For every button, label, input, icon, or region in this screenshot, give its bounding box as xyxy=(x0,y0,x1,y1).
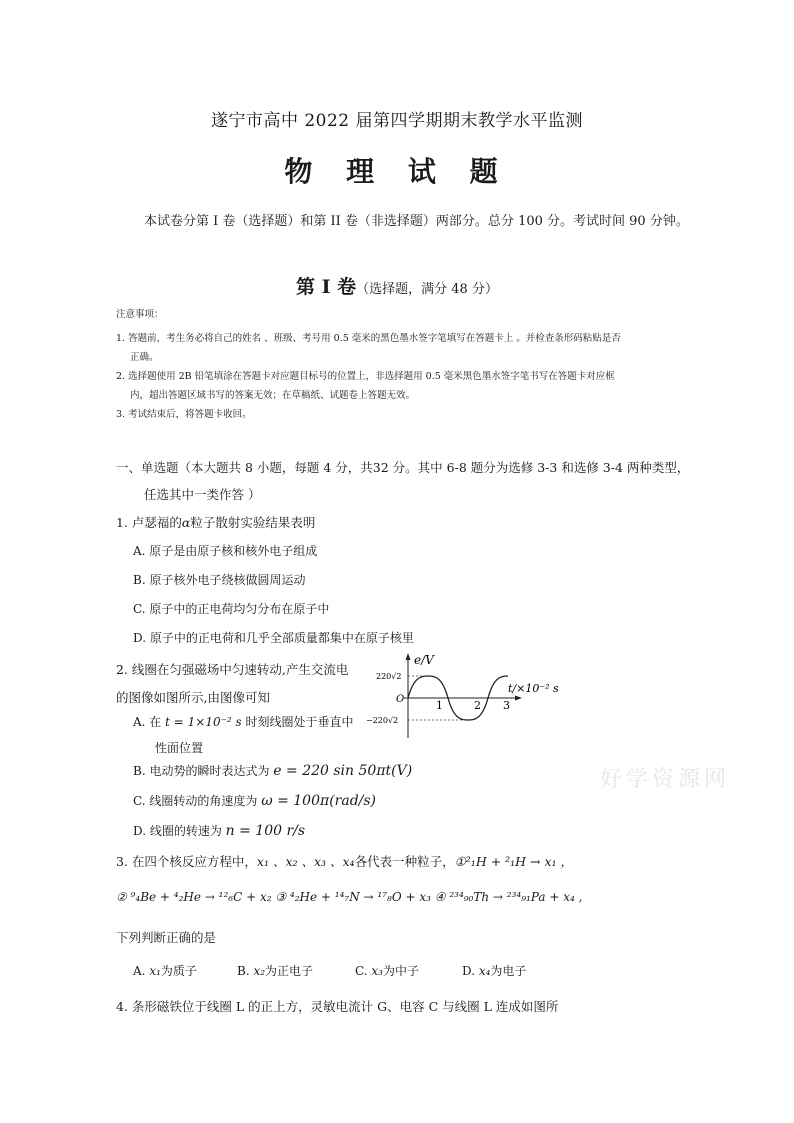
q3-vars: x₁ 、x₂ 、x₃ 、x₄ xyxy=(256,854,355,869)
graph-origin: O xyxy=(396,694,405,705)
graph-xtick-3: 3 xyxy=(503,699,510,712)
question-1-option-a: A. 原子是由原子核和核外电子组成 xyxy=(133,544,318,558)
question-3-option-c xyxy=(355,962,419,979)
question-1-stem-b: 粒子散射实验结果表明 xyxy=(190,515,316,530)
question-2-stem-1: 2. 线圈在匀强磁场中匀速转动,产生交流电 xyxy=(116,662,349,677)
question-3-stem xyxy=(116,852,573,870)
graph-xlabel: t/×10⁻² s xyxy=(508,682,559,695)
q3-opt-a-text: 为质子 xyxy=(160,964,197,978)
question-2-option-b xyxy=(133,762,412,779)
graph-xtick-2: 2 xyxy=(474,699,481,712)
question-2-stem-2: 的图像如图所示,由图像可知 xyxy=(116,690,270,705)
exam-intro: 本试卷分第 I 卷（选择题）和第 II 卷（非选择题）两部分。总分 100 分。考试时间 90 分钟。 xyxy=(144,214,689,229)
volume-1-note: （选择题，满分 48 分） xyxy=(356,282,498,297)
question-1-stem xyxy=(116,513,315,531)
q3-opt-d-var: x₄ xyxy=(478,964,491,978)
q2-opt-b-math: e = 220 sin 50πt(V) xyxy=(273,763,413,779)
question-1-option-b: B. 原子核外电子绕核做圆周运动 xyxy=(133,573,306,587)
q3-opt-b-text: 为正电子 xyxy=(265,964,314,978)
q3-opt-a-var: x₁ xyxy=(149,964,161,978)
question-3-equations: ② ⁹₄Be + ⁴₂He → ¹²₆C + x₂ ③ ⁴₂He + ¹⁴₇N → ¹⁷₈O + x₃ ④ ²³⁴₉₀Th → ²³⁴₉₁Pa + x₄ , xyxy=(116,890,583,904)
graph-ytick-pos: 220√2 xyxy=(376,672,402,681)
note-item-1: 1. 答题前，考生务必将自己的姓名 、班级、考号用 0.5 毫米的黑色墨水签字笔填写在答题卡上 。并检查条形码粘贴是否 xyxy=(116,333,621,344)
graph-y-arrow xyxy=(406,653,411,660)
question-2-option-a xyxy=(133,713,354,730)
q2-opt-a-prefix: A. 在 xyxy=(133,715,162,729)
section-1-heading: 一、单选题（本大题共 8 小题，每题 4 分，共32 分。其中 6-8 题分为选修 3-3 和选修 3-4 两种类型， xyxy=(116,460,690,475)
volume-1-label: 第 Ⅰ 卷 xyxy=(296,276,357,298)
q2-opt-c-prefix: C. 线圈转动的角速度为 xyxy=(133,794,258,808)
graph-ylabel: e/V xyxy=(414,653,434,667)
q3-eq-1: ①²₁H + ²₁H → x₁ ， xyxy=(454,854,574,869)
question-4-stem: 4. 条形磁铁位于线圈 L 的正上方，灵敏电流计 G、电容 C 与线圈 L 连成如图所 xyxy=(116,999,559,1014)
q2-opt-d-prefix: D. 线圈的转速为 xyxy=(133,824,222,838)
note-item-2: 2. 选择题使用 2B 铅笔填涂在答题卡对应题目标号的位置上，非选择题用 0.5 毫米黑色墨水签字笔书写在答题卡对应框 xyxy=(116,371,615,382)
q2-opt-b-prefix: B. 电动势的瞬时表达式为 xyxy=(133,764,270,778)
section-1-heading-cont: 任选其中一类作答 ） xyxy=(144,487,261,502)
q3-opt-c-var: x₃ xyxy=(371,964,383,978)
note-item-2-cont: 内，超出答题区域书写的答案无效；在草稿纸、试题卷上答题无效。 xyxy=(130,390,416,401)
note-item-1-cont: 正确。 xyxy=(130,352,159,363)
note-item-3: 3. 考试结束后，将答题卡收回。 xyxy=(116,409,252,420)
question-3-option-a xyxy=(133,962,197,979)
q3-opt-a-letter: A. xyxy=(133,964,146,978)
graph-x-arrow xyxy=(515,696,522,701)
watermark: 好学资源网 xyxy=(600,767,731,792)
q2-opt-d-math: n = 100 r/s xyxy=(225,823,306,839)
q3-opt-c-text: 为中子 xyxy=(382,964,419,978)
question-1-option-c: C. 原子中的正电荷均匀分布在原子中 xyxy=(133,602,330,616)
q3-opt-b-var: x₂ xyxy=(253,964,266,978)
graph-xtick-1: 1 xyxy=(436,699,443,712)
q3-opt-c-letter: C. xyxy=(355,964,368,978)
q2-opt-a-math: t = 1×10⁻² s xyxy=(165,715,242,729)
q2-opt-a-suffix: 时刻线圈处于垂直中 xyxy=(245,715,354,729)
question-2-option-d xyxy=(133,822,305,839)
volume-1-heading xyxy=(0,272,794,299)
exam-header-title: 遂宁市高中 2022 届第四学期期末教学水平监测 xyxy=(210,111,584,131)
question-3-question: 下列判断正确的是 xyxy=(116,930,217,945)
q2-opt-c-math: ω = 100π(rad/s) xyxy=(261,793,377,809)
alpha-symbol: α xyxy=(181,515,191,530)
question-1-option-d: D. 原子中的正电荷和几乎全部质量都集中在原子核里 xyxy=(133,631,414,645)
graph-ytick-neg: −220√2 xyxy=(366,716,399,725)
notes-heading: 注意事项： xyxy=(116,309,164,320)
question-3-option-d xyxy=(462,962,526,979)
q3-opt-b-letter: B. xyxy=(237,964,250,978)
q3-opt-d-text: 为电子 xyxy=(490,964,527,978)
question-2-option-c xyxy=(133,792,376,809)
question-2-option-a-cont: 性面位置 xyxy=(155,741,204,755)
q3-stem-b: 各代表一种粒子， xyxy=(354,854,455,869)
emf-graph xyxy=(360,650,570,742)
q3-stem-a: 3. 在四个核反应方程中， xyxy=(116,854,257,869)
q3-opt-d-letter: D. xyxy=(462,964,476,978)
subject-title: 物 理 试 题 xyxy=(284,155,510,188)
question-3-option-b xyxy=(237,962,313,979)
question-1-stem-a: 1. 卢瑟福的 xyxy=(116,515,182,530)
